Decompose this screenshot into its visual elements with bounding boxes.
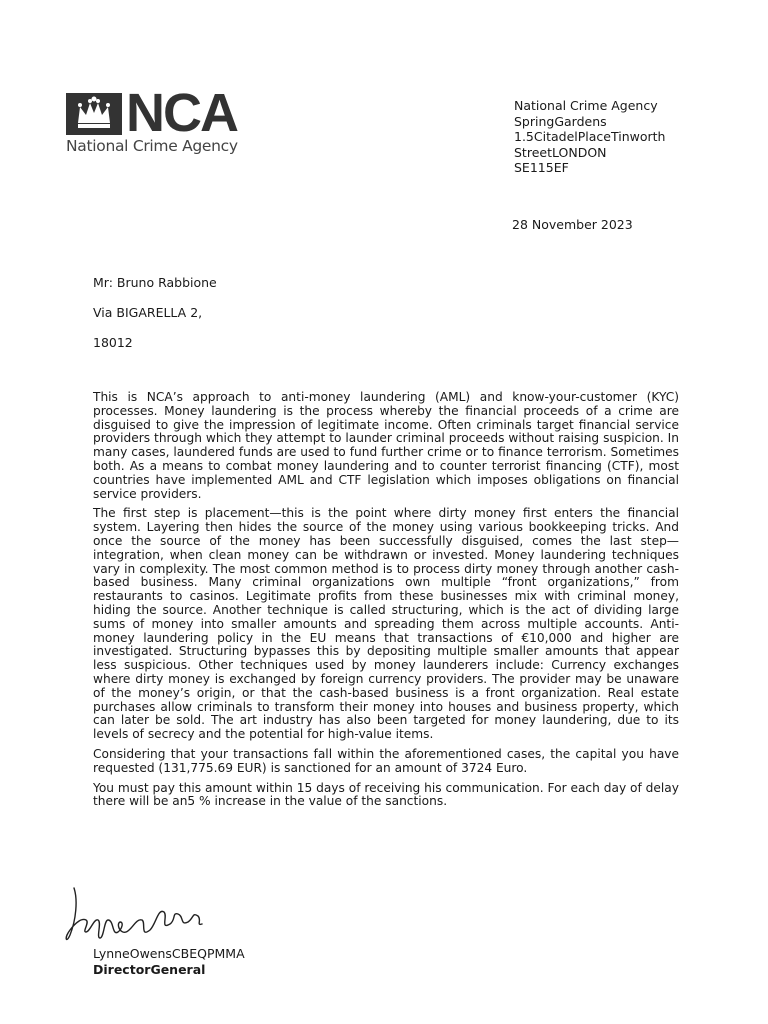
body-paragraph: This is NCA’s approach to anti-money laundering (AML) and know-your-customer (KYC) processes. Money laundering is the process whereby the financial proceeds of a crime are disguised to give the impression of legitimate income. Often criminals target financial service providers through which they attempt to launder criminal proceeds without raising suspicion. In many cases, laundered funds are used to fund further crime or to finance terrorism. Sometimes both. As a means to combat money laundering and to counter terrorist financing (CTF), most countries have implemented AML and CTF legislation which imposes obligations on financial service providers. (93, 390, 679, 501)
recipient-street: Via BIGARELLA 2, (93, 305, 203, 320)
handwritten-signature (60, 880, 220, 950)
sender-address (514, 98, 665, 176)
address-line: SpringGardens (514, 113, 607, 129)
body-paragraph: Considering that your transactions fall within the aforementioned cases, the capital you have requested (131,775.69 EUR) is sanctioned for an amount of 3724 Euro. (93, 746, 679, 775)
signer-name: LynneOwensCBEQPMMA (93, 946, 245, 961)
body-paragraph: The first step is placement—this is the point where dirty money first enters the financial system. Layering then hides the source of the money using various bookkeeping tricks. And once the source of the money has been successfully disguised, comes the last step—integration, when clean money can be withdrawn or invested. Money laundering techniques vary in complexity. The most common method is to process dirty money through another cash-based business. Many criminal organizations own multiple “front organizations,” from restaurants to casinos. Legitimate profits from these businesses mix with criminal money, hiding the source. Another technique is called structuring, which is the act of dividing large sums of money into smaller amounts and spreading them across multiple accounts. Anti-money laundering policy in the EU means that transactions of €10,000 and higher are investigated. Structuring bypasses this by depositing multiple smaller amounts that appear less suspicious. Other techniques used by money launderers include: Currency exchanges where dirty money is exchanged by foreign currency providers. The provider may be unaware of the money’s origin, or that the cash-based business is a front organization. Real estate purchases allow criminals to transform their money into houses and business property, which can later be sold. The art industry has also been targeted for money laundering, due to its levels of secrecy and the potential for high-value items. (93, 506, 679, 742)
address-line: 1.5CitadelPlaceTinworth (514, 129, 666, 144)
recipient-postcode: 18012 (93, 335, 133, 350)
address-line: National Crime Agency (514, 98, 658, 113)
nca-logo (66, 83, 256, 163)
logo-acronym: NCA (126, 83, 237, 143)
letter-date: 28 November 2023 (512, 217, 633, 232)
body-paragraph: You must pay this amount within 15 days of receiving his communication. For each day of delay there will be an5 % increase in the value of the sanctions. (93, 780, 679, 809)
address-line: StreetLONDON (514, 144, 607, 160)
crown-icon (66, 93, 122, 135)
address-line: SE115EF (514, 160, 569, 175)
signer-title: DirectorGeneral (93, 962, 206, 977)
letter-body (93, 391, 679, 815)
logo-agency-name: National Crime Agency (66, 137, 238, 155)
recipient-name: Mr: Bruno Rabbione (93, 275, 217, 290)
